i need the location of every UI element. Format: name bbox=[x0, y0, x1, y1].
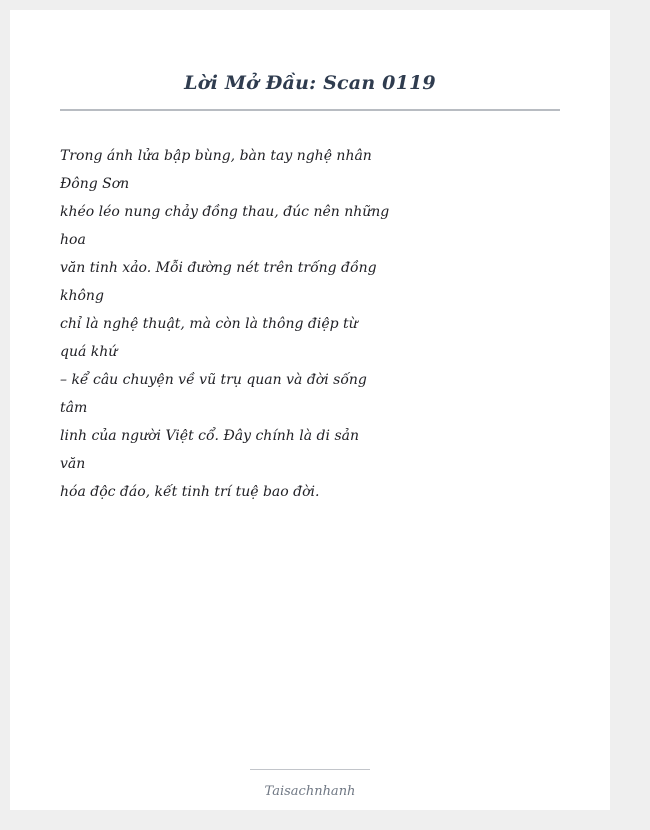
body-line: chỉ là nghệ thuật, mà còn là thông điệp từ bbox=[60, 316, 358, 332]
body-line: hóa độc đáo, kết tinh trí tuệ bao đời. bbox=[60, 484, 320, 500]
document-page bbox=[10, 10, 610, 810]
body-line: Trong ánh lửa bập bùng, bàn tay nghệ nhân bbox=[60, 148, 372, 164]
body-text bbox=[60, 142, 390, 506]
body-line: – kể câu chuyện về vũ trụ quan và đời sống bbox=[60, 372, 367, 388]
body-line: văn tinh xảo. Mỗi đường nét trên trống đồng bbox=[60, 260, 377, 276]
body-line: quá khứ bbox=[60, 344, 118, 360]
body-line: Đông Sơn bbox=[60, 176, 130, 192]
body-line: không bbox=[60, 288, 104, 304]
page-title: Lời Mở Đầu: Scan 0119 bbox=[184, 72, 436, 94]
title-divider bbox=[60, 109, 560, 111]
body-line: tâm bbox=[60, 400, 88, 416]
body-line: văn bbox=[60, 456, 86, 472]
body-line: khéo léo nung chảy đồng thau, đúc nên những bbox=[60, 204, 390, 220]
footer-text: Taisachnhanh bbox=[264, 784, 356, 799]
footer-divider bbox=[250, 769, 370, 770]
body-line: hoa bbox=[60, 232, 86, 248]
body-line: linh của người Việt cổ. Đây chính là di sản bbox=[60, 428, 359, 444]
